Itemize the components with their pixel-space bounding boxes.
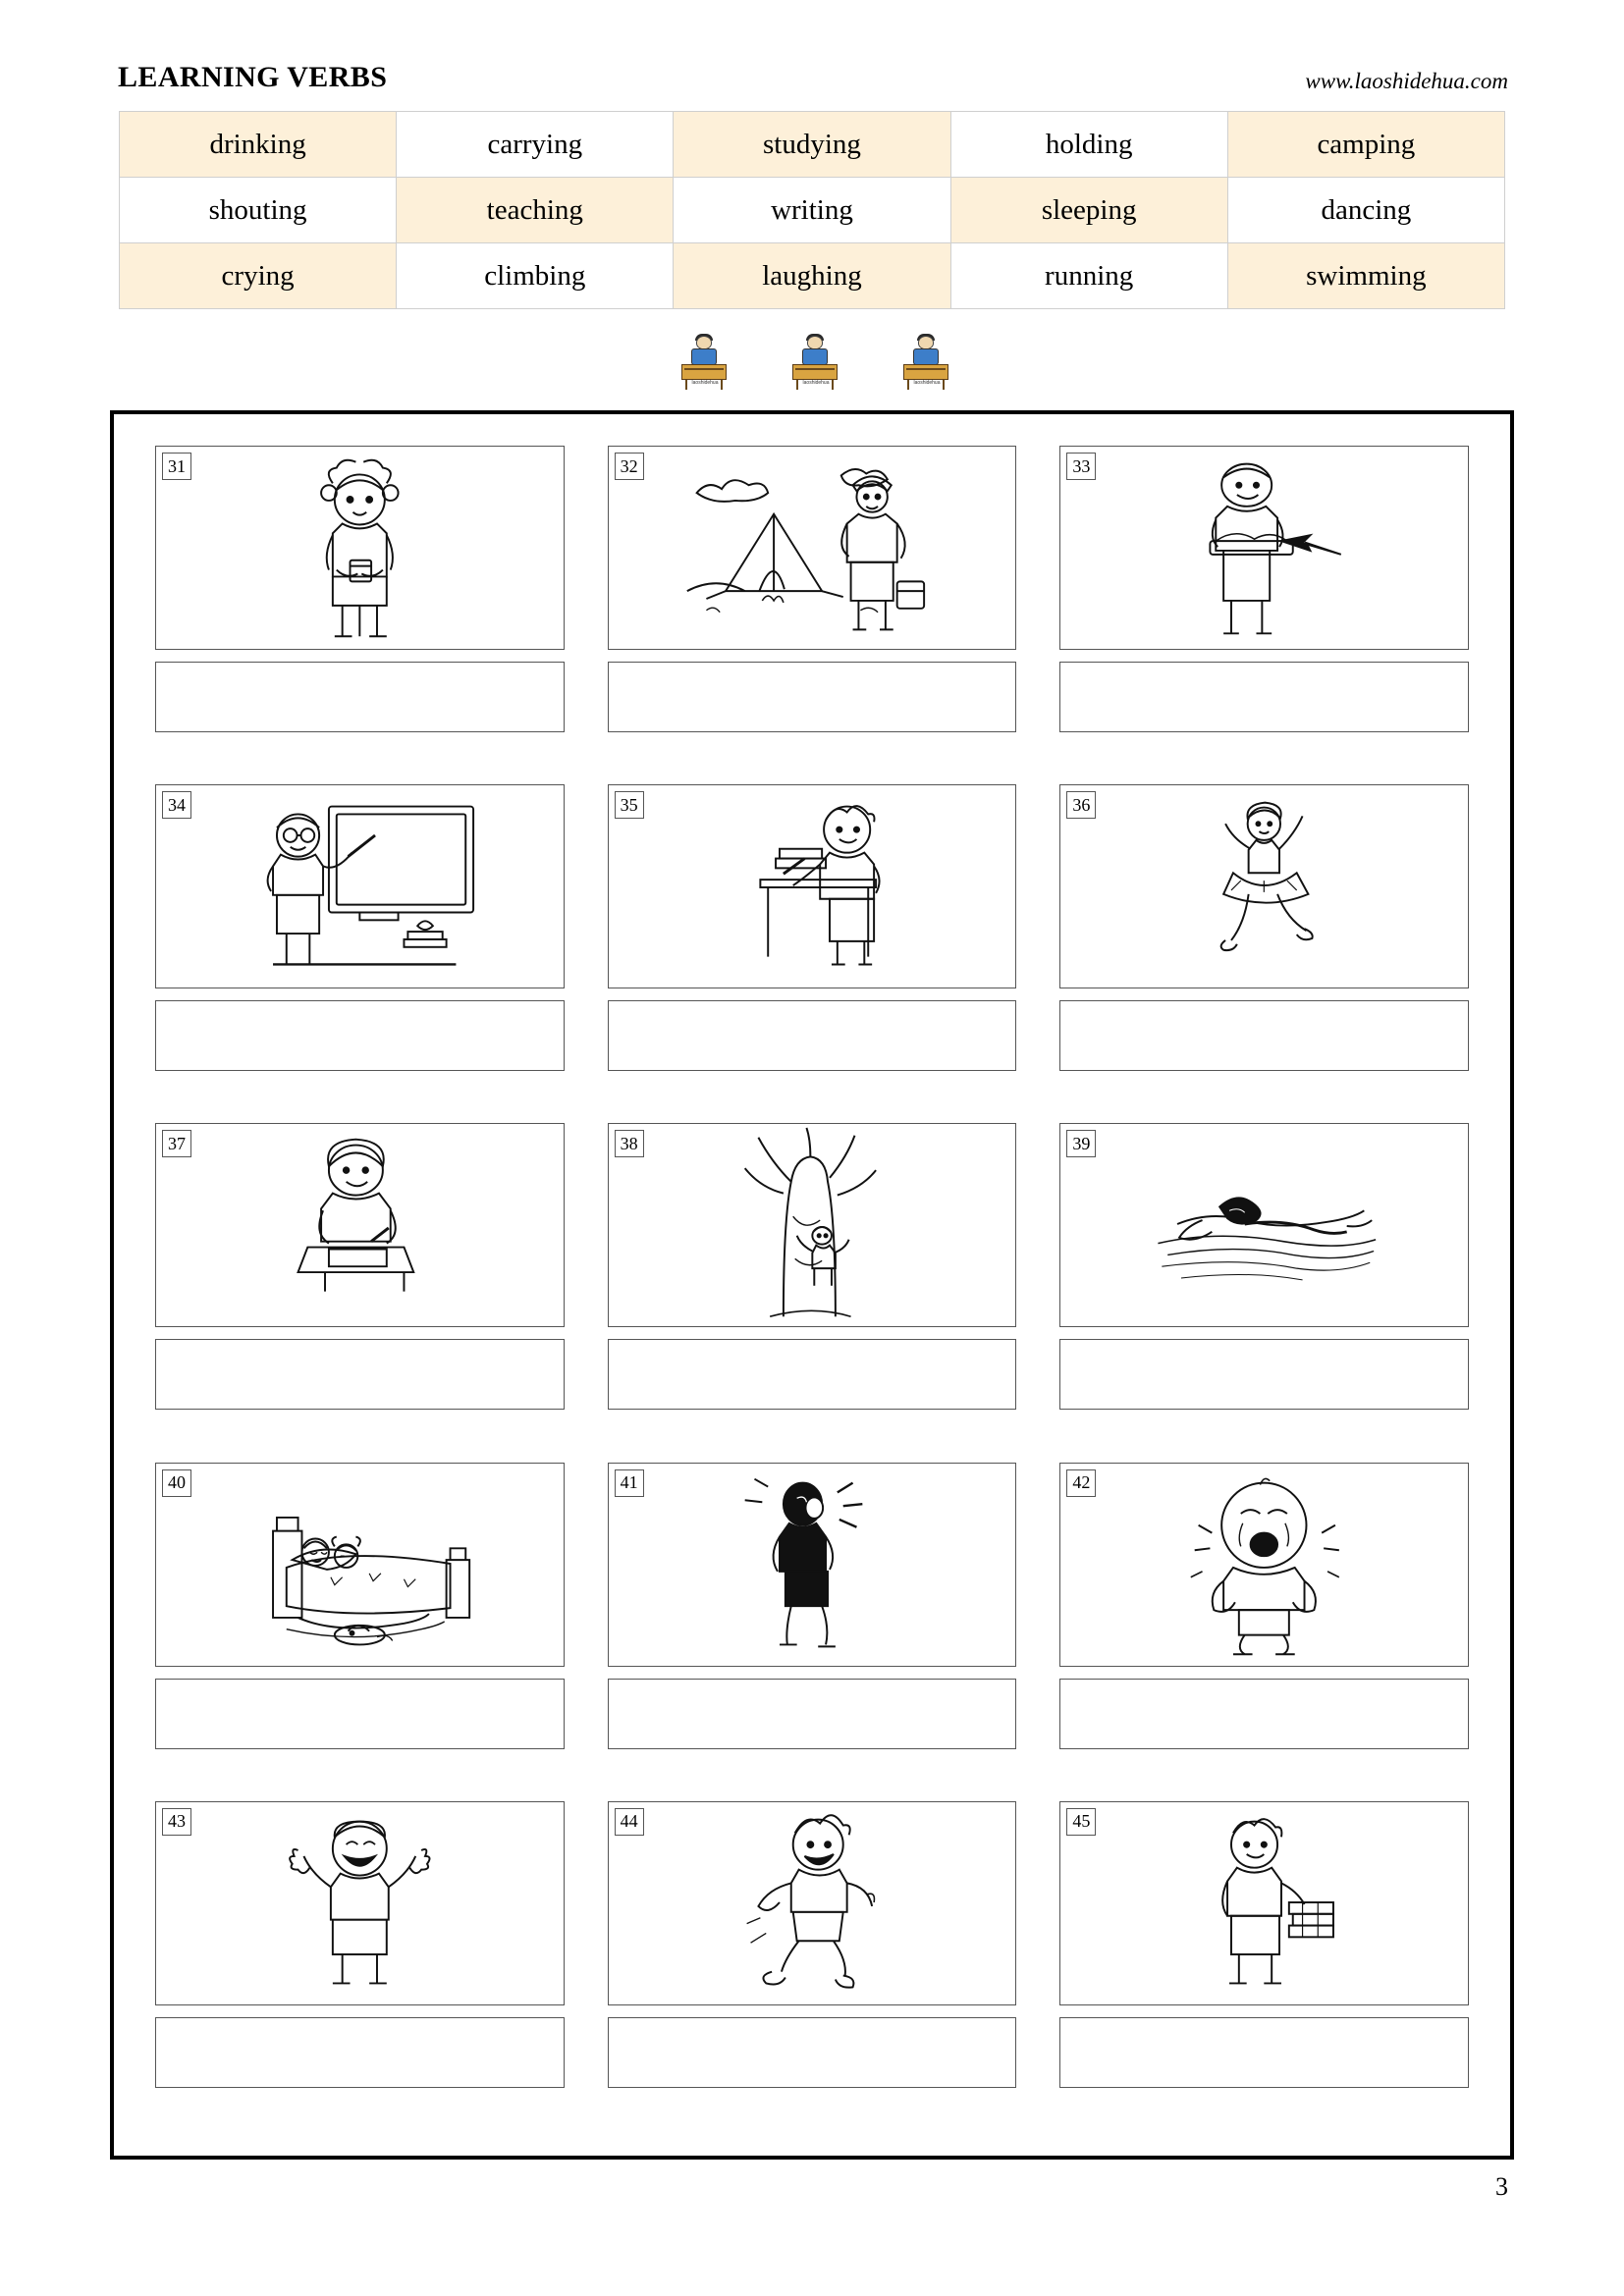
answer-input[interactable] [1059, 1679, 1469, 1749]
picture-box [155, 1123, 565, 1327]
ballerina-dancing-illustration [1060, 785, 1468, 988]
word-bank-row [120, 178, 1505, 243]
picture-box [608, 784, 1017, 988]
item-number: 42 [1066, 1469, 1096, 1497]
picture-box [155, 1463, 565, 1667]
exercise-item [134, 438, 586, 776]
picture-box [155, 446, 565, 650]
answer-input[interactable] [1059, 662, 1469, 732]
answer-input[interactable] [608, 1000, 1017, 1071]
boy-climbing-tree-illustration [609, 1124, 1016, 1326]
exercise-item [1038, 1115, 1490, 1454]
exercise-item [1038, 1455, 1490, 1793]
exercise-item [586, 1455, 1039, 1793]
exercise-item [586, 776, 1039, 1115]
word-bank-cell: shouting [120, 178, 397, 243]
baby-crying-illustration [1060, 1464, 1468, 1666]
boy-carrying-books-illustration [1060, 1802, 1468, 2004]
item-number: 45 [1066, 1808, 1096, 1836]
word-bank-cell: climbing [397, 243, 674, 309]
answer-input[interactable] [155, 1000, 565, 1071]
picture-box [155, 1801, 565, 2005]
word-bank-cell: carrying [397, 112, 674, 178]
word-bank-cell: camping [1227, 112, 1504, 178]
word-bank-row [120, 112, 1505, 178]
answer-input[interactable] [608, 662, 1017, 732]
boy-running-illustration [609, 1802, 1016, 2004]
exercise-item [134, 776, 586, 1115]
woman-writing-illustration [156, 1124, 564, 1326]
word-bank-cell: laughing [674, 243, 950, 309]
deco-caption: laoshidehua [802, 380, 830, 386]
item-number: 32 [615, 453, 644, 480]
item-number: 39 [1066, 1130, 1096, 1157]
word-bank-cell: crying [120, 243, 397, 309]
answer-input[interactable] [1059, 1000, 1469, 1071]
word-bank-cell: writing [674, 178, 950, 243]
decorative-figures [638, 330, 992, 391]
picture-box [608, 1463, 1017, 1667]
boy-studying-at-desk-illustration [609, 785, 1016, 988]
man-holding-tray-illustration [1060, 447, 1468, 649]
picture-box [1059, 1463, 1469, 1667]
exercise-item [1038, 438, 1490, 776]
student-at-desk-icon [676, 334, 732, 391]
item-number: 40 [162, 1469, 191, 1497]
answer-input[interactable] [155, 1339, 565, 1410]
picture-box [608, 446, 1017, 650]
student-at-desk-icon [897, 334, 954, 391]
word-bank-cell: teaching [397, 178, 674, 243]
answer-input[interactable] [155, 2017, 565, 2088]
exercise-item [1038, 1793, 1490, 2132]
picture-box [1059, 1123, 1469, 1327]
answer-input[interactable] [608, 1339, 1017, 1410]
item-number: 44 [615, 1808, 644, 1836]
picture-box [608, 1123, 1017, 1327]
picture-box [1059, 1801, 1469, 2005]
word-bank-cell: dancing [1227, 178, 1504, 243]
answer-input[interactable] [155, 662, 565, 732]
word-bank-cell: swimming [1227, 243, 1504, 309]
page-title: LEARNING VERBS [118, 61, 388, 93]
item-number: 41 [615, 1469, 644, 1497]
item-number: 36 [1066, 791, 1096, 819]
word-bank-cell: drinking [120, 112, 397, 178]
exercise-item [134, 1115, 586, 1454]
exercise-item [586, 1793, 1039, 2132]
boy-laughing-illustration [156, 1802, 564, 2004]
exercise-item [586, 1115, 1039, 1454]
word-bank-row [120, 243, 1505, 309]
exercise-item [586, 438, 1039, 776]
word-bank-table [119, 111, 1505, 309]
deco-caption: laoshidehua [691, 380, 719, 386]
website-url: www.laoshidehua.com [1305, 69, 1508, 93]
answer-input[interactable] [155, 1679, 565, 1749]
item-number: 37 [162, 1130, 191, 1157]
item-number: 34 [162, 791, 191, 819]
exercise-item [134, 1793, 586, 2132]
exercise-frame [110, 410, 1514, 2160]
girl-sleeping-in-bed-illustration [156, 1464, 564, 1666]
picture-box [608, 1801, 1017, 2005]
picture-box [1059, 784, 1469, 988]
word-bank-cell: running [950, 243, 1227, 309]
answer-input[interactable] [1059, 1339, 1469, 1410]
picture-box [155, 784, 565, 988]
exercise-item [1038, 776, 1490, 1115]
camping-tent-illustration [609, 447, 1016, 649]
answer-input[interactable] [608, 1679, 1017, 1749]
exercise-item [134, 1455, 586, 1793]
word-bank-cell: holding [950, 112, 1227, 178]
girl-drinking-illustration [156, 447, 564, 649]
item-number: 38 [615, 1130, 644, 1157]
student-at-desk-icon [786, 334, 843, 391]
person-swimming-illustration [1060, 1124, 1468, 1326]
page-header [118, 51, 1508, 94]
item-number: 31 [162, 453, 191, 480]
person-shouting-illustration [609, 1464, 1016, 1666]
deco-caption: laoshidehua [913, 380, 941, 386]
item-number: 35 [615, 791, 644, 819]
teacher-at-board-illustration [156, 785, 564, 988]
item-number: 43 [162, 1808, 191, 1836]
picture-box [1059, 446, 1469, 650]
item-number: 33 [1066, 453, 1096, 480]
exercise-grid [114, 414, 1510, 2156]
answer-input[interactable] [1059, 2017, 1469, 2088]
word-bank-cell: studying [674, 112, 950, 178]
word-bank-cell: sleeping [950, 178, 1227, 243]
page-number: 3 [1495, 2172, 1508, 2201]
answer-input[interactable] [608, 2017, 1017, 2088]
